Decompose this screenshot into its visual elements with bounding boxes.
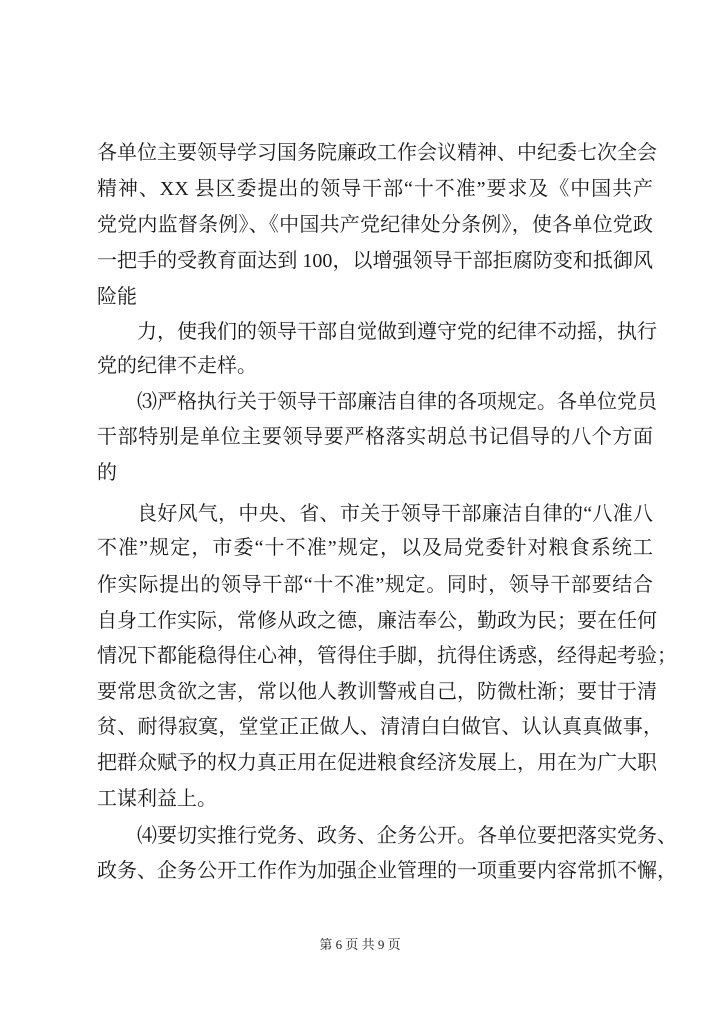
text-line: 党的纪律不走样。 [97,355,257,377]
text-line: 贫、耐得寂寞，堂堂正正做人、清清白白做官、认认真真做事， [97,716,663,738]
text-line: 险能 [97,286,137,308]
text-line: 的 [97,462,117,484]
text-line: 自身工作实际，常修从政之德，廉洁奉公，勤政为民；要在任何 [97,610,657,632]
text-line: 不准”规定，市委“十不准”规定，以及局党委针对粮食系统工 [97,537,653,559]
text-line: 把群众赋予的权力真正用在促进粮食经济发展上，用在为广大职 [97,752,657,774]
text-line: 力，使我们的领导干部自觉做到遵守党的纪律不动摇，执行 [137,321,657,343]
text-line: 工谋利益上。 [97,788,217,810]
text-line: 良好风气，中央、省、市关于领导干部廉洁自律的“八准八 [137,503,653,525]
text-line: 各单位主要领导学习国务院廉政工作会议精神、中纪委七次全会 [97,142,657,164]
page-number-footer: 第 6 页 共 9 页 [319,937,401,952]
text-line: 干部特别是单位主要领导要严格落实胡总书记倡导的八个方面 [97,426,653,448]
text-line: 党党内监督条例》、《中国共产党纪律处分条例》，使各单位党政 [97,214,653,236]
text-line: ⑶严格执行关于领导干部廉洁自律的各项规定。各单位党员 [137,391,657,413]
text-line: 一把手的受教育面达到 100，以增强领导干部拒腐防变和抵御风 [97,250,653,272]
text-line: 作实际提出的领导干部“十不准”规定。同时，领导干部要结合 [97,574,653,596]
text-line: 政务、企务公开工作作为加强企业管理的一项重要内容常抓不懈， [97,860,677,882]
text-line: 要常思贪欲之害，常以他人教训警戒自己，防微杜渐；要甘于清 [97,681,657,703]
text-line: 精神、XX 县区委提出的领导干部“十不准”要求及《中国共产 [97,178,653,200]
text-line: 情况下都能稳得住心神，管得住手脚，抗得住诱惑，经得起考验； [97,645,677,667]
text-line: ⑷要切实推行党务、政务、企务公开。各单位要把落实党务、 [137,825,677,847]
